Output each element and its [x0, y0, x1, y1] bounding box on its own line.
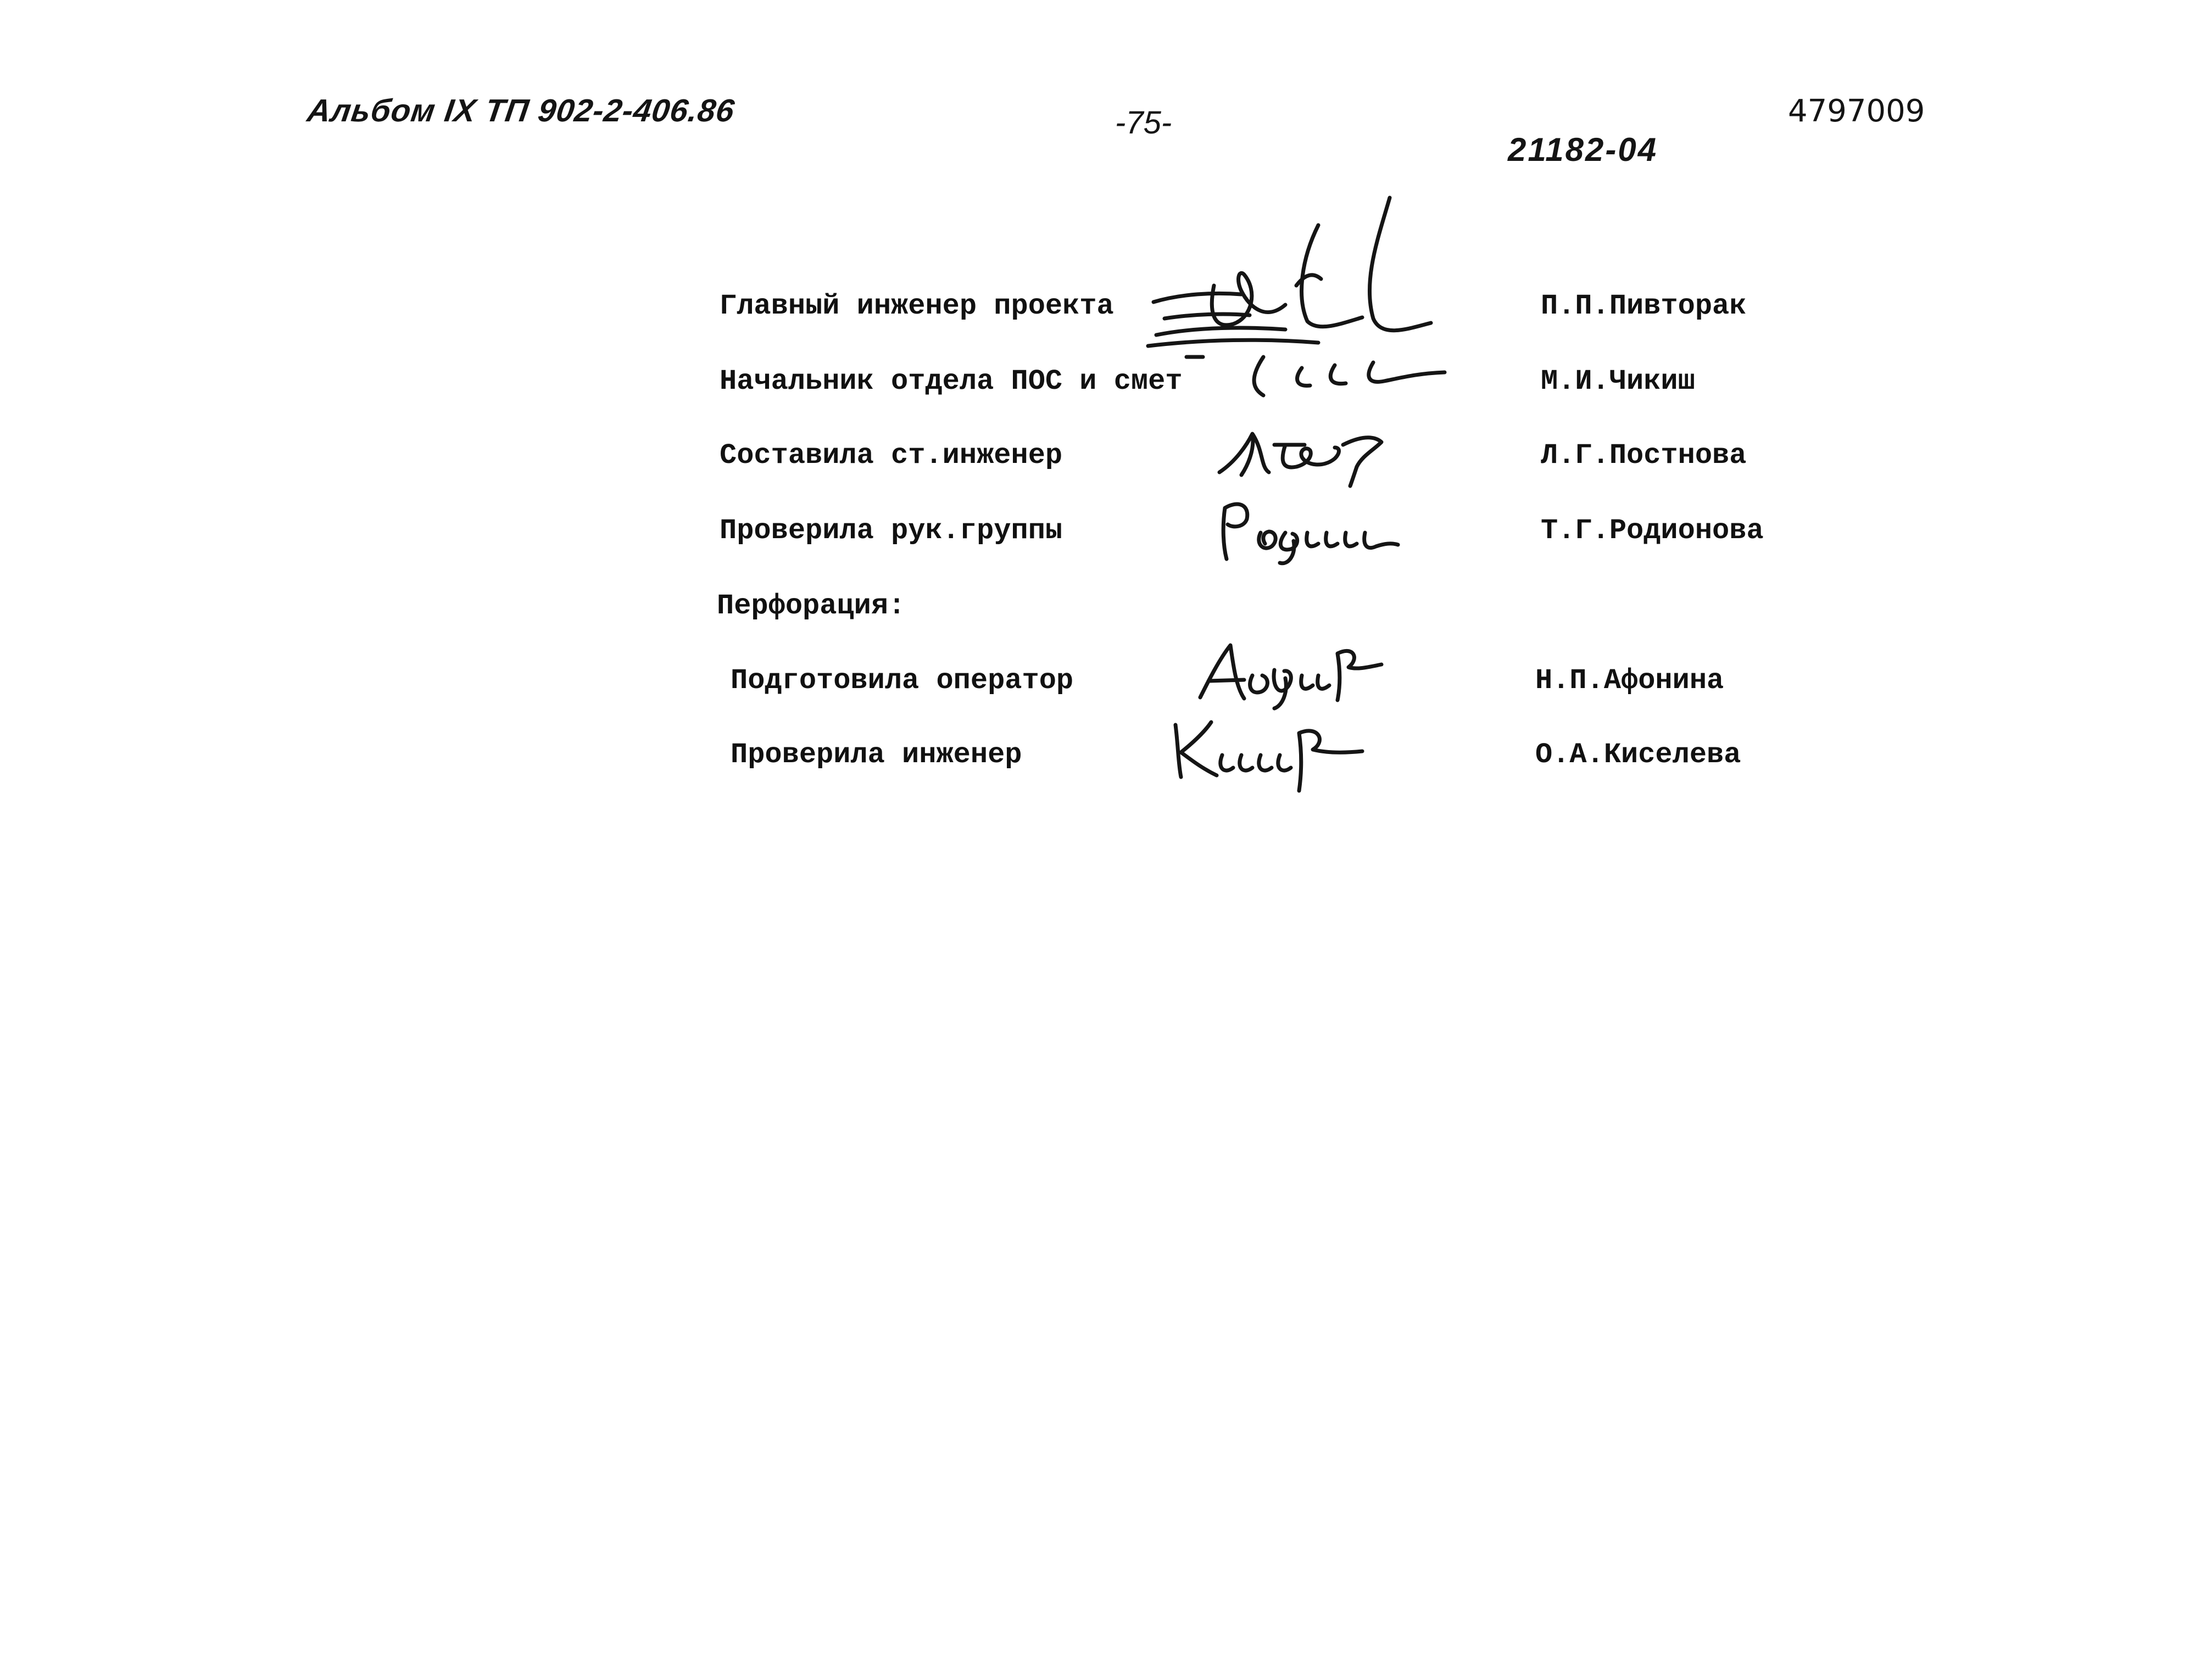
document-code: 21182-04	[1508, 131, 1658, 168]
role-label: Подготовила оператор	[731, 664, 1074, 697]
signatory-name: П.П.Пивторак	[1541, 290, 1747, 322]
role-label: Проверила инженер	[731, 739, 1022, 771]
role-label: Составила ст.инженер	[720, 439, 1063, 472]
signature-2	[1137, 335, 1467, 401]
signatory-name: М.И.Чикиш	[1541, 365, 1695, 398]
role-label: Начальник отдела ПОС и смет	[720, 365, 1183, 398]
role-label: Главный инженер проекта	[720, 290, 1114, 322]
signature-5	[1192, 637, 1390, 714]
signatory-name: Т.Г.Родионова	[1541, 515, 1764, 547]
album-reference: Альбом IX ТП 902-2-406.86	[305, 93, 737, 128]
signature-3	[1208, 423, 1390, 489]
inventory-number: 4797009	[1788, 93, 1925, 129]
role-label: Проверила рук.группы	[720, 515, 1063, 547]
section-label: Перфорация:	[717, 590, 906, 622]
page-number: -75-	[1115, 105, 1172, 141]
signature-4	[1217, 494, 1403, 571]
signature-6	[1164, 714, 1373, 796]
signatory-name: Л.Г.Постнова	[1541, 439, 1747, 472]
signatory-name: О.А.Киселева	[1535, 739, 1741, 771]
signatory-name: Н.П.Афонина	[1535, 664, 1724, 697]
